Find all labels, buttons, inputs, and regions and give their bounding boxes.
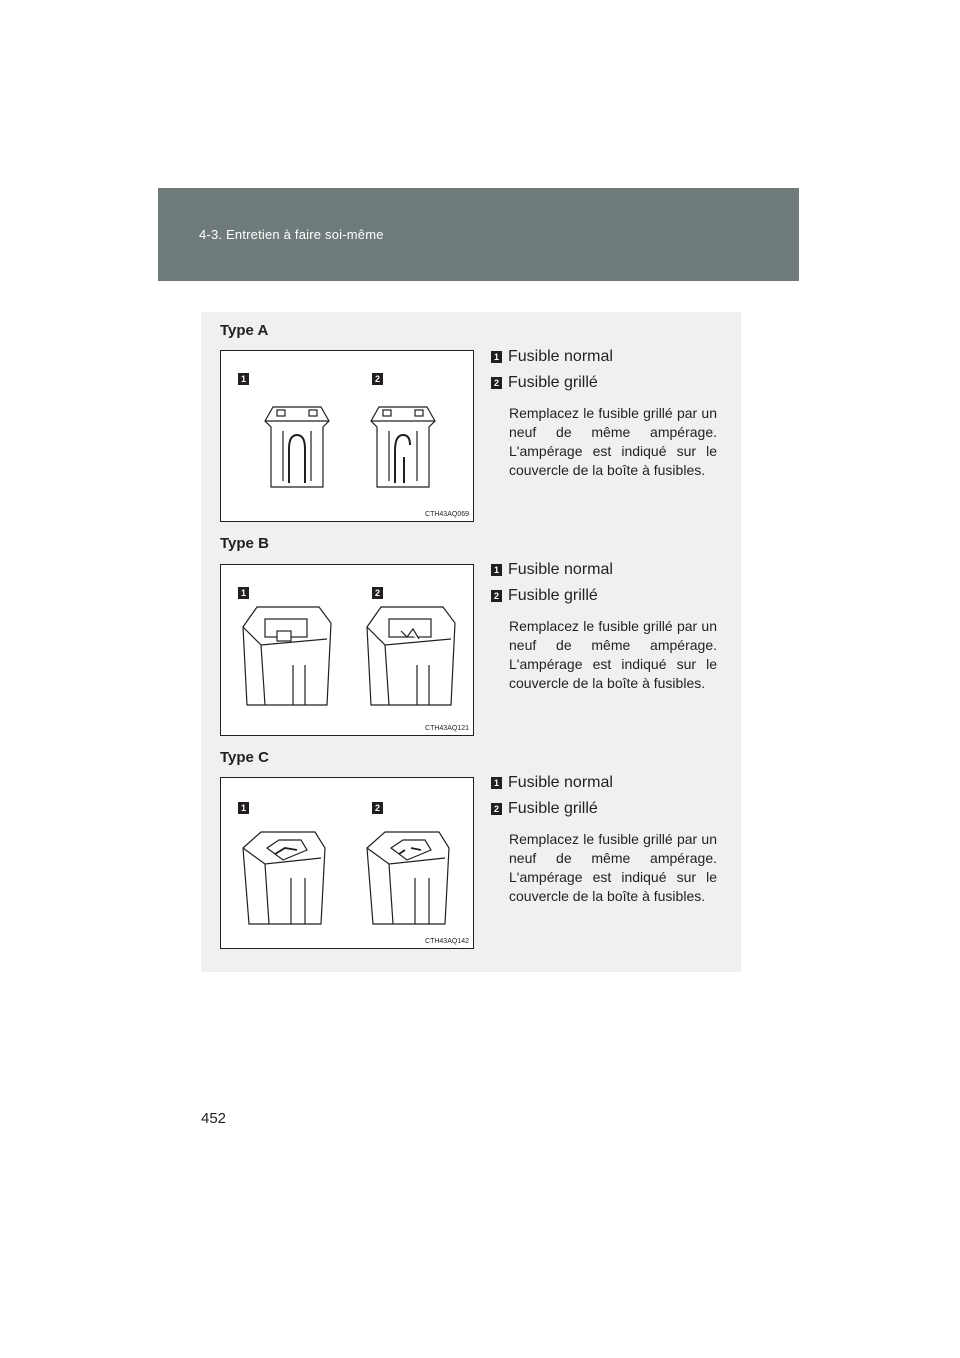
blade-fuse-illustration: [221, 351, 473, 521]
item-number-badge: 2: [491, 803, 502, 815]
callout-1: 1: [238, 802, 249, 814]
square-fuse-illustration: [221, 778, 473, 948]
callout-1: 1: [238, 587, 249, 599]
type-c-figure: [220, 777, 474, 949]
type-b-heading: Type B: [220, 535, 269, 552]
page-number: 452: [201, 1110, 227, 1127]
item-label: Fusible normal: [508, 561, 613, 578]
figure-code: CTH43AQ142: [425, 938, 469, 945]
callout-2: 2: [372, 802, 383, 814]
item-number-badge: 1: [491, 777, 502, 789]
chapter-header: [158, 188, 799, 281]
replacement-note: Remplacez le fusible grillé par un neuf de même ampérage. L'ampérage est indiqué sur le couvercle de la boîte à fusibles.: [509, 618, 717, 691]
item-label: Fusible grillé: [508, 374, 598, 391]
type-c-heading: Type C: [220, 749, 269, 766]
item-label: Fusible normal: [508, 348, 613, 365]
item-number-badge: 2: [491, 377, 502, 389]
callout-1: 1: [238, 373, 249, 385]
cartridge-fuse-illustration: [221, 565, 473, 735]
callout-2: 2: [372, 373, 383, 385]
item-number-badge: 1: [491, 351, 502, 363]
replacement-note: Remplacez le fusible grillé par un neuf de même ampérage. L'ampérage est indiqué sur le couvercle de la boîte à fusibles.: [509, 831, 717, 904]
item-number-badge: 2: [491, 590, 502, 602]
item-label: Fusible normal: [508, 774, 613, 791]
callout-2: 2: [372, 587, 383, 599]
type-a-figure: [220, 350, 474, 522]
section-title: 4-3. Entretien à faire soi-même: [199, 227, 384, 242]
item-label: Fusible grillé: [508, 800, 598, 817]
item-label: Fusible grillé: [508, 587, 598, 604]
type-a-heading: Type A: [220, 322, 269, 339]
replacement-note: Remplacez le fusible grillé par un neuf de même ampérage. L'ampérage est indiqué sur le couvercle de la boîte à fusibles.: [509, 405, 717, 478]
item-number-badge: 1: [491, 564, 502, 576]
figure-code: CTH43AQ121: [425, 725, 469, 732]
type-b-figure: [220, 564, 474, 736]
figure-code: CTH43AQ069: [425, 511, 469, 518]
